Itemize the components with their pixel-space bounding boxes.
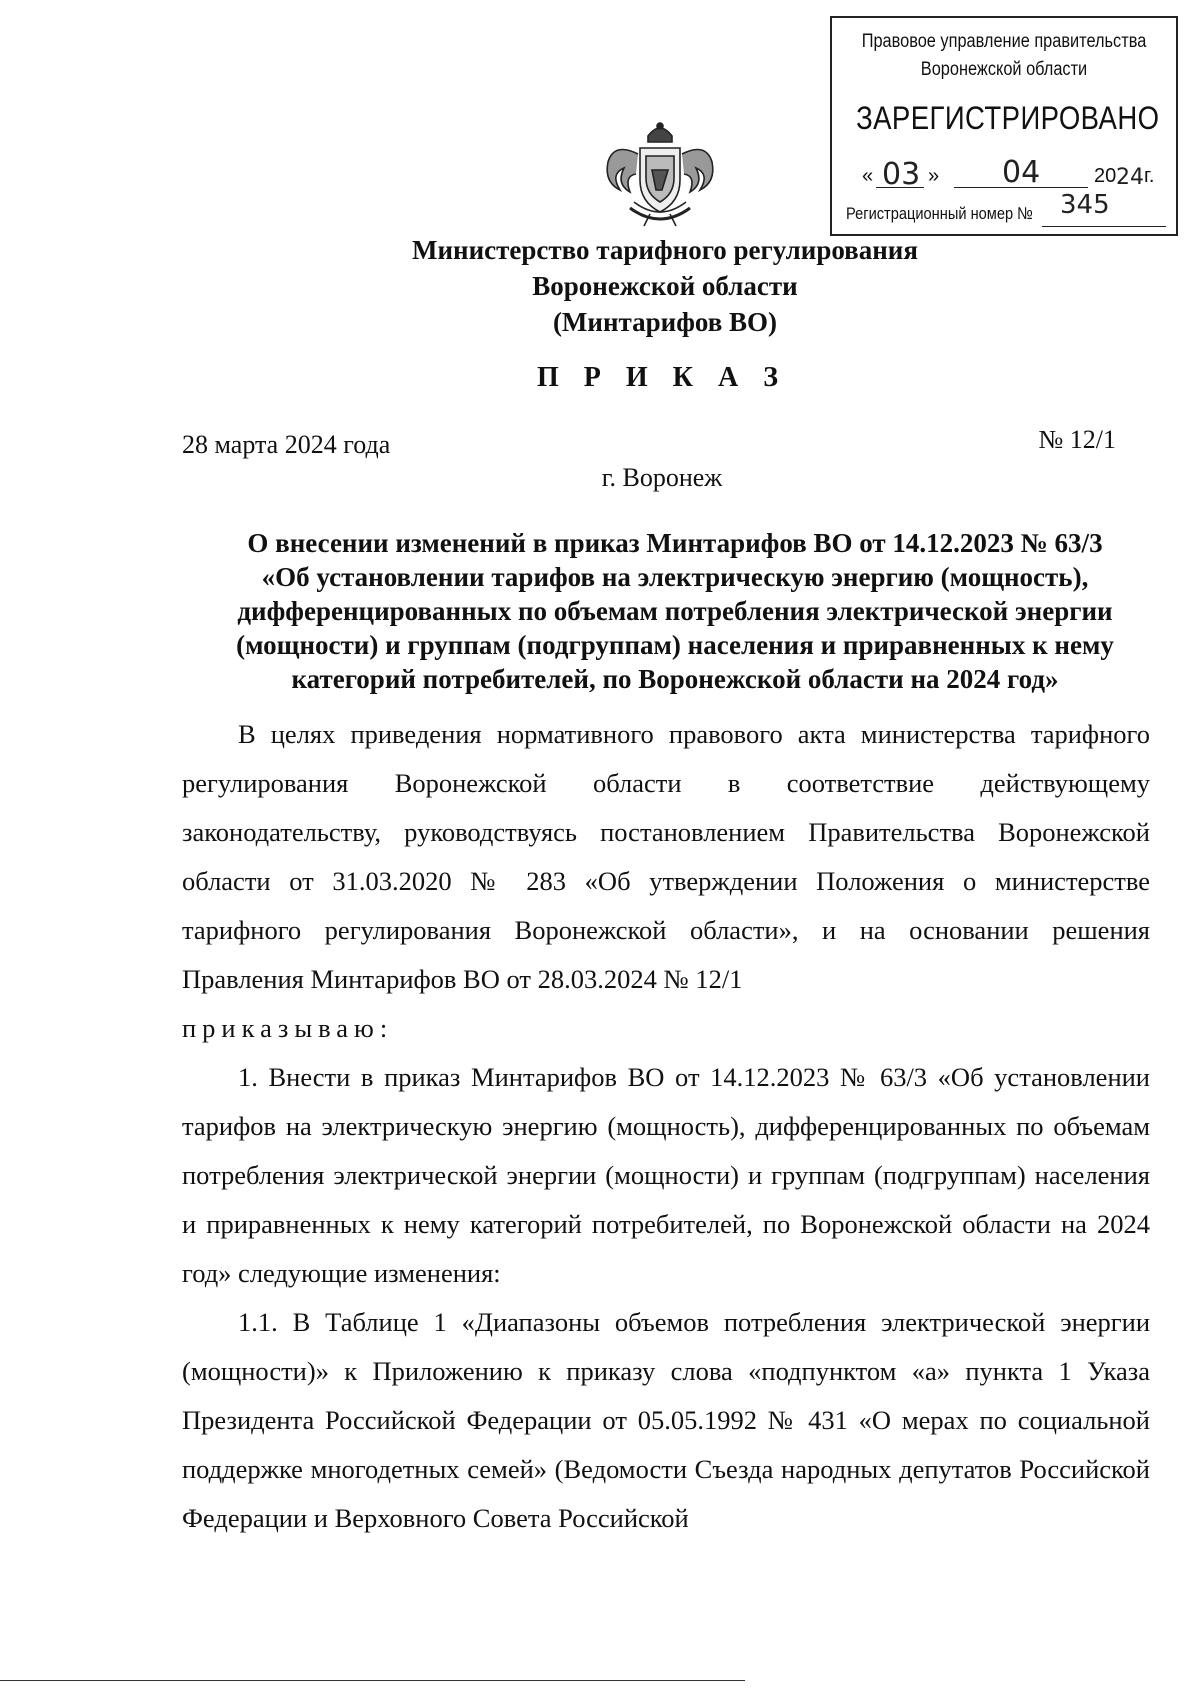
order-word: приказываю: bbox=[182, 1013, 394, 1043]
document-title bbox=[75, 526, 1200, 696]
stamp-organization bbox=[856, 28, 1152, 84]
stamp-year-hand: 24 bbox=[1116, 165, 1144, 190]
stamp-reg-number: 345 bbox=[1060, 190, 1110, 220]
coat-of-arms-icon bbox=[600, 118, 720, 234]
ministry-line1: Министерство тарифного регулирования bbox=[412, 235, 918, 265]
title-line1: О внесении изменений в приказ Минтарифов ВО от 14.12.2023 № 63/3 bbox=[247, 528, 1103, 558]
document-body bbox=[182, 710, 1150, 1543]
ministry-line3: (Минтарифов ВО) bbox=[552, 307, 778, 337]
stamp-day-line bbox=[876, 187, 924, 188]
document-date: 28 марта 2024 года bbox=[182, 430, 391, 459]
document-city: г. Воронеж bbox=[601, 463, 723, 492]
stamp-date bbox=[862, 154, 1162, 194]
item-1-paragraph: 1. Внести в приказ Минтарифов ВО от 14.12.2023 № 63/3 «Об установлении тарифов на электрическую энергию (мощность), дифференцированных по объемам потребления электрической энергии (мощности) и группам (подгруппам) населения и приравненных к нему категорий потребителей, по Воронежской области на 2024 год» следующие изменения: bbox=[182, 1062, 1150, 1288]
stamp-day: 03 bbox=[882, 157, 921, 192]
document-type: П Р И К А З bbox=[537, 362, 787, 393]
registration-stamp bbox=[830, 16, 1178, 236]
preamble-paragraph: В целях приведения нормативного правового акта министерства тарифного регулирования Воронежской области в соответствие действующему законодательству, руководствуясь постановлением Правительства Воронежской области от 31.03.2020 № 283 «Об утверждении Положения о министерстве тарифного регулирования Воронежской области», и на основании решения Правления Минтарифов ВО от 28.03.2024 № 12/1 bbox=[182, 719, 1150, 994]
footer-rule bbox=[0, 1680, 745, 1681]
title-line5: категорий потребителей, по Воронежской области на 2024 год» bbox=[291, 664, 1059, 694]
stamp-reg-line bbox=[1042, 226, 1166, 227]
stamp-quote-open: « bbox=[862, 165, 874, 187]
ministry-line2: Воронежской области bbox=[532, 271, 798, 301]
stamp-month: 04 bbox=[1002, 155, 1041, 190]
title-line4: (мощности) и группам (подгруппам) населения и приравненных к нему bbox=[236, 630, 1114, 660]
stamp-org-line2: Воронежской области bbox=[920, 59, 1088, 80]
stamp-reg-label: Регистрационный номер № bbox=[846, 204, 1033, 223]
title-line3: дифференцированных по объемам потребления электрической энергии bbox=[237, 596, 1113, 626]
item-1-1-paragraph: 1.1. В Таблице 1 «Диапазоны объемов потребления электрической энергии (мощности)» к Приложению к приказу слова «подпунктом «а» пункта 1 Указа Президента Российской Федерации от 05.05.1992 № 431 «О мерах по социальной поддержке многодетных семей» (Ведомости Съезда народных депутатов Российской Федерации и Верховного Совета Российской bbox=[182, 1307, 1150, 1533]
stamp-org-line1: Правовое управление правительства bbox=[861, 31, 1147, 52]
document-number: № 12/1 bbox=[1038, 425, 1116, 454]
ministry-name bbox=[65, 232, 1200, 340]
stamp-quote-close: » bbox=[928, 165, 940, 187]
stamp-reg-number-row bbox=[846, 190, 1168, 224]
title-line2: «Об установлении тарифов на электрическую энергию (мощность), bbox=[261, 562, 1089, 592]
stamp-registered-label: ЗАРЕГИСТРИРОВАНО bbox=[856, 100, 1160, 136]
stamp-year-suffix: г. bbox=[1144, 165, 1155, 187]
stamp-year-prefix: 20 bbox=[1094, 165, 1117, 187]
stamp-month-line bbox=[954, 187, 1088, 188]
